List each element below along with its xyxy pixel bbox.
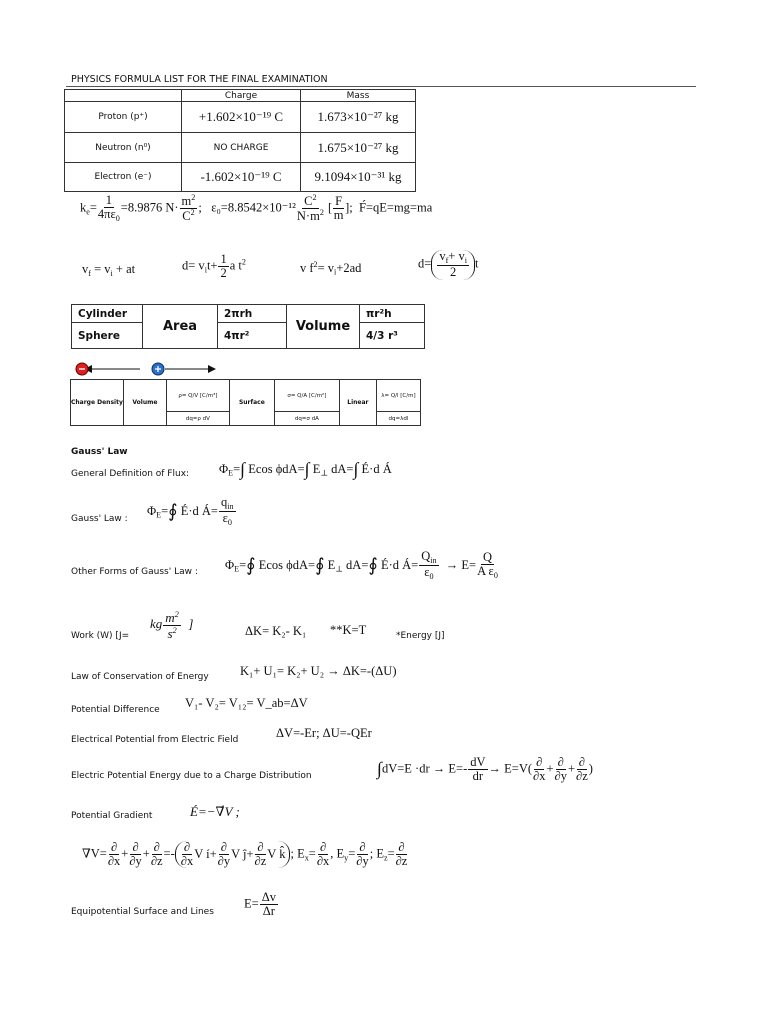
equi-formula: E= $\frac{\Delta v}{\Delta r}$: [244, 890, 276, 919]
cylinder-volume: πr²h: [360, 305, 425, 323]
epfield-formula: ΔV=-Er; ΔU=-QEr: [276, 726, 372, 740]
work-label: Work (W) [J=: [71, 631, 130, 641]
sphere-label: Sphere: [72, 323, 143, 349]
row-electron-charge: -1.602×10⁻¹⁹ C: [182, 163, 301, 192]
gauss-law-label: Gauss' Law :: [71, 514, 128, 524]
header-charge: Charge: [182, 90, 301, 102]
particle-table: [64, 89, 416, 192]
dq-lambda: dq=λdl: [376, 412, 420, 426]
pg-formula: É=−∇́V ;: [190, 804, 240, 819]
dq-sigma: dq=σ dA: [274, 412, 339, 426]
k-formula: **K=T: [330, 623, 367, 637]
pd-label: Potential Difference: [71, 705, 160, 715]
linear-density-label: Linear: [339, 380, 376, 426]
row-electron-mass: 9.1094×10⁻³¹ kg: [301, 163, 416, 192]
work-unit: kg $\frac{m^2}{s^2}$ ]: [150, 609, 194, 641]
row-proton-charge: +1.602×10⁻¹⁹ C: [182, 102, 301, 133]
row-neutron-mass: 1.675×10⁻²⁷ kg: [301, 133, 416, 163]
equi-label: Equipotential Surface and Lines: [71, 907, 214, 917]
cylinder-label: Cylinder: [72, 305, 143, 323]
row-neutron-charge: NO CHARGE: [182, 133, 301, 163]
sphere-volume: 4/3 r³: [360, 323, 425, 349]
rho-formula: ρ= Q/V [C/m³]: [166, 380, 229, 412]
charge-density-table: [70, 379, 421, 426]
conservation-formula: K₁+ U₁= K₂+ U₂ → ΔK=-(ΔU): [240, 664, 397, 678]
row-proton-name: Proton (p⁺): [65, 102, 182, 133]
sphere-area: 4πr²: [218, 323, 287, 349]
area-label: Area: [143, 305, 218, 349]
kinematics-vf: $v_f = v_i$ + at: [82, 262, 136, 278]
flux-label: General Definition of Flux:: [71, 469, 190, 479]
lambda-formula: λ= Q/l [C/m]: [376, 380, 420, 412]
epfield-label: Electrical Potential from Electric Field: [71, 735, 239, 745]
geometry-table: [71, 304, 425, 349]
gauss-law-formula: $\Phi_E=∮$ É·d Á= $\frac{q_{in}}{\varepsilon_0}$: [147, 495, 234, 528]
pd-formula: V₁- V₂= V₁₂= V_ab=ΔV: [185, 696, 308, 710]
header-mass: Mass: [301, 90, 416, 102]
row-electron-name: Electron (e⁻): [65, 163, 182, 192]
energy-note: *Energy [J]: [396, 631, 445, 641]
other-gauss-label: Other Forms of Gauss' Law :: [71, 567, 198, 577]
kinematics-davg: d= $\frac{v_f+ v_i}{2}$ t: [418, 249, 479, 280]
dq-rho: dq=ρ dV: [166, 412, 229, 426]
charge-density-label: Charge Density: [71, 380, 124, 426]
cylinder-area: 2πrh: [218, 305, 287, 323]
delta-k-formula: ΔK= K₂- K₁: [245, 624, 307, 638]
constants-formula: $k_e=$ $\frac{1}{4\pi\varepsilon_0}$ =8.9876 N· $\frac{m^2}{C^2}$ ; ε₀=8.8542×10⁻¹² $\frac{C^2}{N\cdot m^2}$ [ $\frac{F}{m}$ ]; F́=qE=mg=ma: [80, 193, 433, 224]
sigma-formula: σ= Q/A [C/m²]: [274, 380, 339, 412]
kinematics-d: $d= v_it+$ $\frac{1}{2}$ a $t^2$: [182, 252, 246, 281]
gauss-heading: Gauss' Law: [71, 447, 128, 457]
flux-formula: $\Phi_E=\int$ Ecos ϕdA=∫ $E_\perp$ dA=∫ É·d Á: [219, 459, 392, 479]
surface-density-label: Surface: [229, 380, 274, 426]
kinematics-vf2: v $f^2= v_i+2ad$: [300, 260, 362, 277]
charges-diagram: [70, 360, 220, 378]
conservation-label: Law of Conservation of Energy: [71, 672, 209, 682]
title-rule: [66, 86, 696, 87]
page-title: PHYSICS FORMULA LIST FOR THE FINAL EXAMINATION: [71, 74, 328, 85]
volume-density-label: Volume: [123, 380, 166, 426]
epe-label: Electric Potential Energy due to a Charge Distribution: [71, 771, 312, 781]
epe-formula: ∫dV=E ·dr → E=- $\frac{dV}{dr}$ → E=V( $\frac{\partial}{\partial x}$ + $\frac{\partial}{\partial y}$ + $\frac{\partial}{\partial z}$ ): [377, 755, 593, 784]
other-gauss-formula: $\Phi_E=∮$ Ecos ϕdA=∮ $E_\perp$ dA=∮ É·d Á= $\frac{Q_{in}}{\varepsilon_0}$ → E= $\frac{Q}{A \varepsilon_0}$: [225, 549, 498, 582]
row-neutron-name: Neutron (n⁰): [65, 133, 182, 163]
gradient-formula: ∇V= $\frac{\partial}{\partial x}$ + $\frac{\partial}{\partial y}$ + $\frac{\partial}{\partial z}$ =- $\frac{\partial}{\partial x}$ V í+ $\frac{\partial}{\partial y}$ V ĵ+ $\frac{\partial}{\partial z}$ V k̂ ; $E_x=$ $\frac{\partial}{\partial x}$ , $E_y=$ $\frac{\partial}{\partial y}$ ; $E_z=$ $\frac{\partial}{\partial z}$: [82, 840, 408, 869]
pg-label: Potential Gradient: [71, 811, 153, 821]
row-proton-mass: 1.673×10⁻²⁷ kg: [301, 102, 416, 133]
volume-label: Volume: [287, 305, 360, 349]
